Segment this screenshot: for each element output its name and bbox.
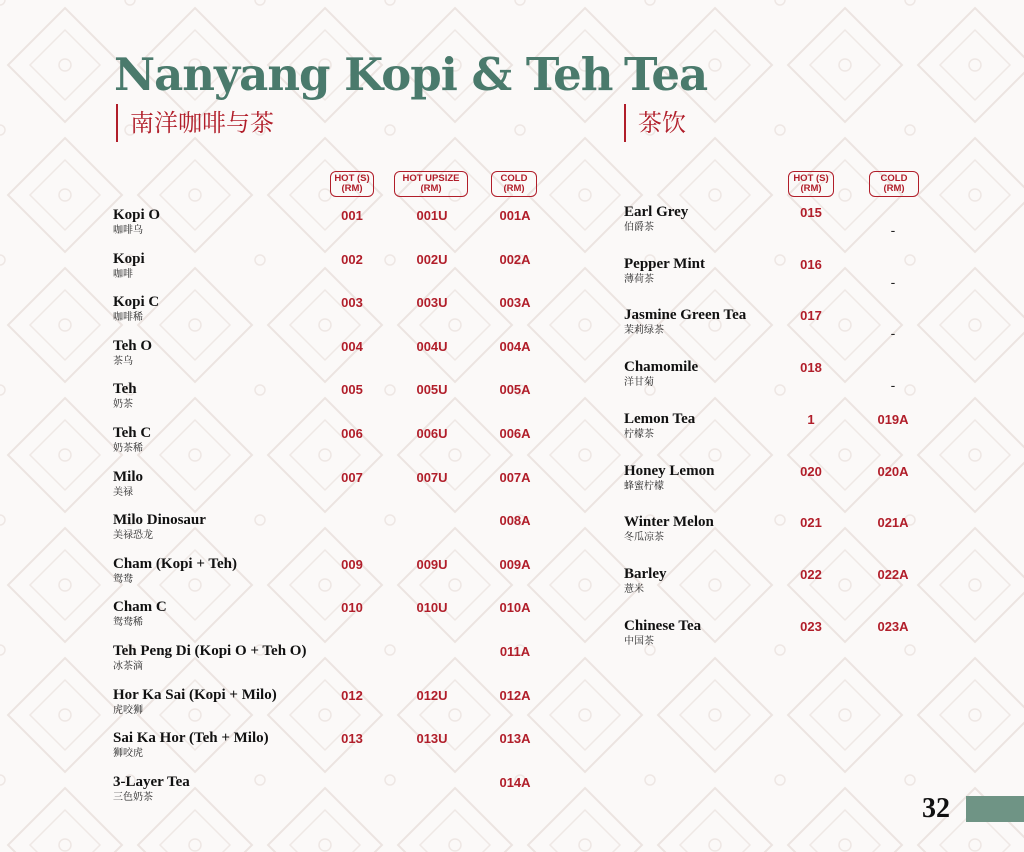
menu-item-name: Hor Ka Sai (Kopi + Milo) [113, 686, 277, 703]
menu-item-chinese-name: 咖啡乌 [113, 225, 143, 236]
price-code-hot: 1 [807, 411, 815, 427]
menu-item-name: Cham (Kopi + Teh) [113, 555, 237, 572]
price-code-cold-unavailable: - [890, 222, 896, 238]
price-code-hot: 013 [341, 731, 363, 747]
column-header-label: COLD [880, 173, 908, 184]
price-code-hot-upsize: 002U [416, 251, 448, 267]
price-code-hot-upsize: 005U [416, 382, 448, 398]
price-code-hot: 012 [341, 687, 363, 703]
menu-item-chinese-name: 柠檬茶 [624, 428, 654, 440]
column-header [491, 171, 537, 197]
price-code-hot-upsize: 004U [416, 338, 448, 354]
price-code-hot: 017 [800, 308, 822, 324]
price-code-hot: 018 [800, 360, 822, 376]
menu-item-chinese-name: 三色奶茶 [113, 791, 153, 803]
price-code-cold: 003A [499, 295, 531, 311]
column-header [869, 171, 919, 197]
price-code-hot-upsize: 012U [416, 687, 448, 703]
price-code-cold: 005A [499, 382, 531, 398]
menu-item-name: Teh O [113, 337, 153, 354]
tea-section-title: Tea [624, 48, 708, 101]
price-code-hot-upsize: 013U [416, 731, 448, 747]
menu-item-name: Earl Grey [624, 204, 689, 220]
price-code-cold: 022A [877, 566, 909, 582]
price-code-hot-upsize: 001U [416, 208, 448, 223]
menu-item-chinese-name: 蜂蜜柠檬 [624, 480, 664, 492]
price-code-hot: 020 [800, 463, 822, 479]
menu-item-chinese-name: 狮咬虎 [113, 748, 143, 760]
menu-item-name: Jasmine Green Tea [624, 307, 747, 324]
price-code-hot: 021 [800, 515, 822, 531]
menu-item-name: Teh C [113, 425, 152, 441]
price-code-cold: 008A [499, 513, 531, 529]
menu-item-chinese-name: 茶乌 [113, 355, 133, 367]
column-header-label: HOT (S) [793, 173, 829, 184]
menu-item-chinese-name: 咖啡 [113, 268, 133, 280]
column-header [788, 171, 834, 197]
price-code-cold: 014A [499, 774, 531, 790]
column-header-unit: (RM) [420, 183, 442, 194]
price-code-cold: 001A [499, 208, 531, 223]
price-code-cold: 023A [877, 618, 909, 634]
menu-item-chinese-name: 冬瓜凉茶 [624, 532, 664, 544]
menu-item-name: Milo [113, 468, 143, 485]
price-code-hot: 005 [341, 382, 363, 398]
menu-item-name: Kopi [113, 250, 145, 267]
column-header-label: HOT (S) [334, 173, 370, 184]
menu-item-chinese-name: 奶茶稀 [113, 443, 143, 454]
kopi-section-title: Nanyang Kopi & Teh [114, 48, 613, 101]
column-header [394, 171, 468, 197]
menu-item-name: Pepper Mint [624, 255, 705, 272]
menu-item-name: Teh [113, 381, 137, 398]
menu-item-chinese-name: 薄荷茶 [624, 273, 654, 285]
price-code-hot: 023 [800, 618, 822, 634]
menu-item-chinese-name: 鸳鸯稀 [113, 617, 143, 629]
tea-section-subtitle: 茶饮 [624, 104, 686, 142]
menu-item-chinese-name: 冰茶滴 [113, 661, 143, 672]
price-code-cold: 019A [877, 411, 909, 427]
price-code-cold: 006A [499, 426, 531, 441]
menu-item-chinese-name: 伯爵茶 [624, 222, 654, 233]
menu-item-name: Kopi C [113, 294, 160, 311]
price-code-hot: 010 [341, 600, 363, 616]
price-code-hot: 003 [341, 295, 363, 311]
column-header-label: HOT UPSIZE [402, 173, 460, 184]
price-code-hot-upsize: 007U [416, 469, 448, 485]
menu-item-name: Teh Peng Di (Kopi O + Teh O) [113, 643, 307, 659]
column-header-unit: (RM) [800, 183, 822, 194]
price-code-hot-upsize: 010U [416, 600, 448, 616]
menu-item-chinese-name: 茉莉绿茶 [624, 325, 664, 337]
price-code-cold: 009A [499, 556, 531, 572]
price-code-cold: 021A [877, 515, 909, 531]
menu-item-name: Milo Dinosaur [113, 512, 206, 529]
price-code-hot-upsize: 009U [416, 556, 448, 572]
column-header-label: COLD [500, 173, 528, 184]
menu-item-chinese-name: 美禄 [113, 486, 133, 498]
menu-item-name: Chinese Tea [624, 617, 702, 634]
price-code-hot: 004 [341, 338, 363, 354]
column-header-unit: (RM) [883, 183, 905, 194]
price-code-hot: 007 [341, 469, 363, 485]
menu-item-chinese-name: 咖啡稀 [113, 312, 143, 324]
menu-item-chinese-name: 洋甘菊 [624, 377, 654, 389]
price-code-cold: 004A [499, 338, 531, 354]
price-code-cold: 010A [499, 600, 531, 616]
price-code-hot: 015 [800, 205, 822, 220]
price-code-cold: 020A [877, 463, 909, 479]
kopi-section-subtitle: 南洋咖啡与茶 [116, 104, 274, 142]
price-code-hot: 001 [341, 208, 363, 223]
price-code-cold: 012A [499, 687, 531, 703]
price-code-hot: 009 [341, 556, 363, 572]
column-header-unit: (RM) [503, 183, 525, 194]
menu-item-name: Honey Lemon [624, 462, 715, 479]
menu-item-name: 3-Layer Tea [113, 773, 190, 790]
menu-item-chinese-name: 中国茶 [624, 635, 654, 647]
menu-item-name: Chamomile [624, 359, 699, 376]
menu-item-name: Sai Ka Hor (Teh + Milo) [113, 730, 269, 747]
price-code-cold: 002A [499, 251, 531, 267]
menu-item-name: Barley [624, 565, 667, 582]
page-number: 32 [922, 793, 950, 824]
price-code-cold-unavailable: - [890, 325, 896, 342]
menu-item-chinese-name: 薏米 [624, 583, 644, 595]
menu-item-name: Cham C [113, 599, 167, 616]
menu-item-name: Lemon Tea [624, 410, 696, 427]
price-code-cold-unavailable: - [890, 273, 896, 290]
price-code-cold: 011A [499, 644, 531, 659]
menu-item-chinese-name: 美禄恐龙 [113, 530, 153, 542]
menu-item-name: Winter Melon [624, 514, 714, 531]
price-code-hot-upsize: 003U [416, 295, 448, 311]
price-code-cold-unavailable: - [890, 377, 896, 394]
menu-item-name: Kopi O [113, 207, 161, 223]
price-code-cold: 007A [499, 469, 531, 485]
price-code-hot: 016 [800, 256, 822, 272]
page-tab-bar [966, 796, 1024, 822]
price-code-cold: 013A [499, 731, 531, 747]
price-code-hot-upsize: 006U [416, 426, 448, 441]
menu-item-chinese-name: 奶茶 [113, 399, 133, 411]
menu-item-chinese-name: 鸳鸯 [113, 573, 133, 585]
menu-item-chinese-name: 虎咬狮 [113, 704, 143, 716]
column-header [330, 171, 374, 197]
price-code-hot: 002 [341, 251, 363, 267]
column-header-unit: (RM) [341, 183, 363, 194]
price-code-hot: 006 [341, 426, 363, 441]
price-code-hot: 022 [800, 566, 822, 582]
